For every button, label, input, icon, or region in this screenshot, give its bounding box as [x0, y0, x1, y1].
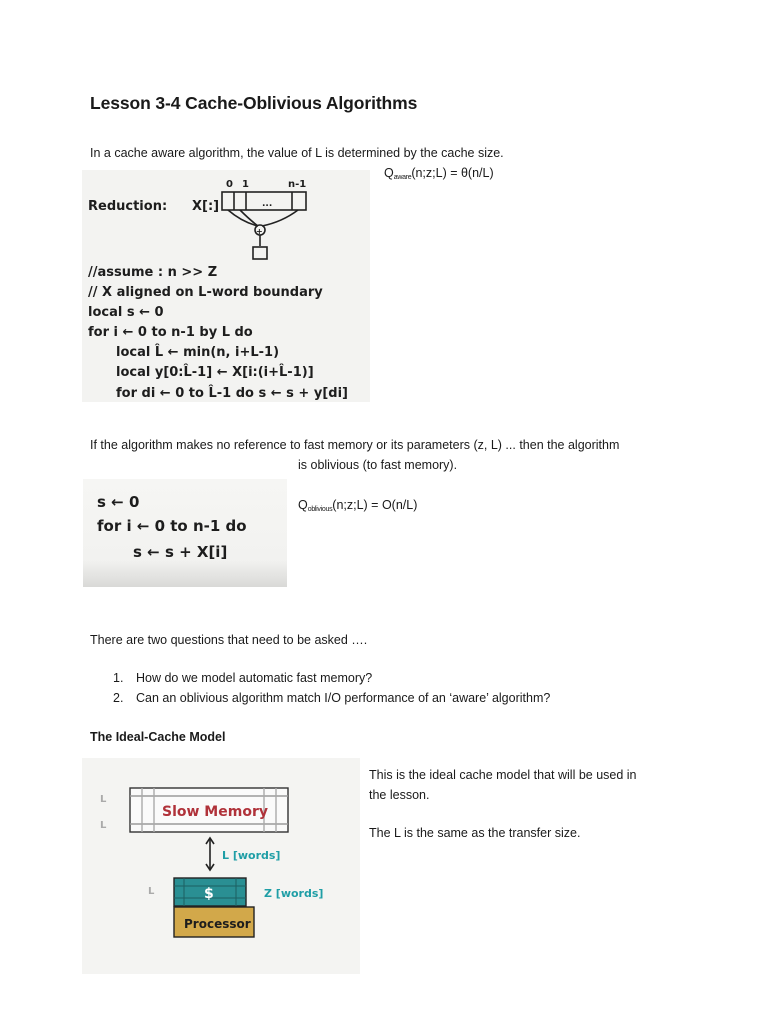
- model-description-line1: This is the ideal cache model that will be used in: [369, 768, 637, 782]
- svg-text:L: L: [148, 886, 155, 897]
- oblivious-loop-drawing: [83, 479, 287, 587]
- loop-line-3: s ← s + X[i]: [133, 543, 228, 561]
- reduction-label: Reduction:: [88, 199, 168, 214]
- page-title: Lesson 3-4 Cache-Oblivious Algorithms: [90, 93, 418, 113]
- svg-text:+: +: [256, 227, 263, 236]
- q-aware-formula: [384, 165, 494, 186]
- q-formula-rest: (n;z;L) = θ(n/L): [411, 166, 494, 180]
- svg-text:n-1: n-1: [288, 179, 307, 190]
- q-symbol: Q: [384, 166, 394, 180]
- svg-text:0: 0: [226, 179, 233, 190]
- ideal-cache-drawing: [82, 758, 360, 974]
- array-label: X[:]: [192, 199, 220, 214]
- section-heading: The Ideal-Cache Model: [90, 730, 226, 744]
- questions-intro: There are two questions that need to be asked ….: [90, 633, 368, 647]
- processor-label: Processor: [184, 917, 251, 931]
- q-oblivious-formula: [298, 497, 417, 518]
- slow-memory-label: Slow Memory: [162, 804, 268, 820]
- q-subscript: oblivious: [307, 506, 333, 513]
- loop-line-1: s ← 0: [97, 493, 140, 511]
- q-symbol: Q: [298, 498, 308, 512]
- reduction-drawing: [82, 170, 370, 402]
- code-line-2: // X aligned on L-word boundary: [88, 285, 323, 300]
- oblivious-loop-figure: [83, 479, 287, 587]
- code-line-1: //assume : n >> Z: [88, 265, 218, 280]
- svg-text:1: 1: [242, 179, 249, 190]
- l-words-label: L [words]: [222, 849, 281, 862]
- code-line-4: for i ← 0 to n-1 by L do: [88, 325, 253, 340]
- code-line-5: local L̂ ← min(n, i+L-1): [116, 345, 280, 360]
- svg-text:L: L: [100, 794, 107, 805]
- code-line-6: local y[0:L̂-1] ← X[i:(i+L̂-1)]: [116, 365, 314, 380]
- q-subscript: aware: [393, 174, 412, 181]
- code-line-3: local s ← 0: [88, 305, 164, 320]
- loop-line-2: for i ← 0 to n-1 do: [97, 517, 247, 535]
- oblivious-paragraph-line2: is oblivious (to fast memory).: [298, 458, 458, 472]
- model-description-line3: The L is the same as the transfer size.: [369, 826, 581, 840]
- z-words-label: Z [words]: [264, 887, 324, 900]
- cache-symbol: $: [204, 886, 214, 902]
- oblivious-paragraph-line1: If the algorithm makes no reference to fast memory or its parameters (z, L) ... then the algorithm: [90, 438, 620, 452]
- reduction-figure: [82, 170, 370, 402]
- svg-text:L: L: [100, 820, 107, 831]
- q-formula-rest: (n;z;L) = O(n/L): [332, 498, 418, 512]
- aware-paragraph: In a cache aware algorithm, the value of L is determined by the cache size.: [90, 146, 504, 160]
- model-description-line2: the lesson.: [369, 788, 430, 802]
- code-line-7: for di ← 0 to L̂-1 do s ← s + y[di]: [116, 386, 348, 401]
- ideal-cache-figure: [82, 758, 360, 974]
- svg-text:...: ...: [262, 199, 273, 209]
